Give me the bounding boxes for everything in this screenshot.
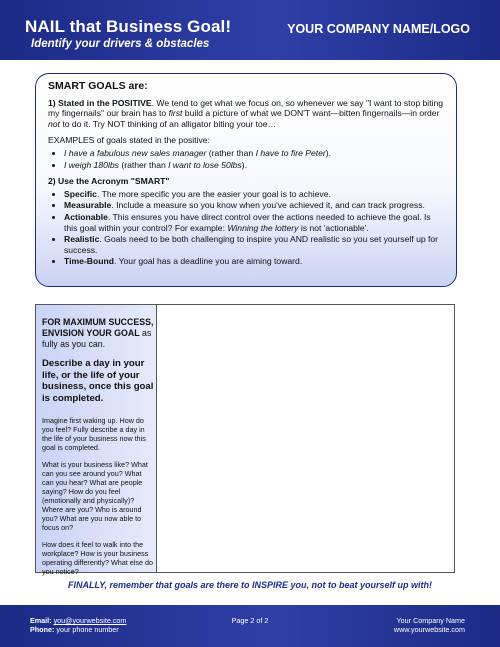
smart-item [64, 200, 446, 211]
smart-term: Measurable [64, 200, 112, 211]
examples-list [48, 148, 446, 170]
smart-term: Time-Bound [64, 256, 114, 267]
website-link[interactable]: www.yourwebsite.com [393, 625, 465, 634]
envision-goal-table [35, 304, 455, 576]
page-footer [0, 605, 500, 647]
company-name: Your Company Name [396, 616, 465, 625]
section-1-text: . We tend to get what we focus on, so whenever we say "I want to stop biting my fingernails" our brain has to [48, 97, 444, 119]
closing-note: FINALLY, remember that goals are there to INSPIRE you, not to beat yourself up with! [67, 580, 433, 590]
smart-term: Realistic [64, 234, 100, 245]
smart-example: Winning the lottery [227, 222, 299, 233]
smart-desc: . Include a measure so you know when you've achieved it, and can track progress. [111, 200, 425, 211]
section-2-title: 2) Use the Acronym "SMART" [48, 176, 170, 187]
envision-prompt-column [36, 305, 157, 576]
stated-positive-paragraph [48, 98, 446, 130]
example-text: I have a fabulous new sales manager [64, 147, 207, 158]
smart-item [64, 234, 446, 255]
envision-heading [42, 317, 154, 350]
example-text: I want to lose 50lbs [168, 159, 242, 170]
example-item [64, 148, 446, 159]
examples-label: EXAMPLES of goals stated in the positive: [48, 135, 210, 146]
smart-term: Specific [64, 188, 97, 199]
page-number: Page 2 of 2 [231, 616, 269, 625]
email-label: Email: [30, 616, 52, 625]
example-item [64, 160, 446, 171]
smart-term: Actionable [64, 211, 108, 222]
example-text: I have to fire Peter [255, 147, 326, 158]
smart-acronym-list [48, 189, 446, 267]
section-1-emphasis-not: not [48, 118, 60, 129]
company-logo-text: YOUR COMPANY NAME/LOGO [287, 22, 470, 36]
envision-answer-area[interactable] [157, 305, 454, 572]
prompt-question: Imagine first waking up. How do you feel? Fully describe a day in the life of your business now this goal is completed. [42, 416, 146, 452]
page-subtitle: Identify your drivers & obstacles [31, 38, 210, 50]
phone-label: Phone: [30, 625, 55, 634]
prompt-question: What is your business like? What can you see around you? What can you hear? What are people saying? How do you feel (emotionally and physically)? Where are you? Who is around you? What are you now able to focus on? [42, 460, 148, 532]
smart-desc: . Goals need to be both challenging to inspire you AND realistic so you set yourself up for success. [64, 234, 439, 255]
smart-item [64, 212, 446, 233]
example-text: I weigh 180lbs [64, 159, 119, 170]
page-title: NAIL that Business Goal! [25, 17, 232, 36]
section-1-emphasis-first: first [168, 108, 183, 119]
example-text: (rather than [118, 159, 169, 170]
envision-heading-rest: as fully as you can. [42, 328, 152, 349]
smart-heading: SMART GOALS are: [48, 80, 148, 92]
company-footer [394, 616, 465, 634]
smart-desc: . This ensures you have direct control over the actions needed to achieve the goal. Is this goal within your control? For example: [64, 211, 431, 233]
section-1-text-b: build a picture of what we DON'T want—bitten fingernails—in order [182, 108, 440, 119]
smart-item [64, 189, 446, 200]
smart-desc: . Your goal has a deadline you are aiming toward. [113, 256, 303, 267]
envision-heading-bold: FOR MAXIMUM SUCCESS, ENVISION YOUR GOAL [42, 317, 154, 338]
smart-desc: . The more specific you are the easier your goal is to achieve. [96, 188, 331, 199]
example-text: (rather than [206, 147, 256, 158]
email-link[interactable]: you@yourwebsite.com [53, 616, 127, 625]
smart-item [64, 256, 446, 267]
smart-goals-box [35, 73, 457, 287]
section-1-text-c: to do it. Try NOT thinking of an alligator biting your toe… [59, 118, 277, 129]
phone-number: your phone number [56, 625, 119, 634]
example-text: ). [325, 147, 332, 158]
prompt-question: How does it feel to walk into the workplace? How is your business operating differently? What else do you notice? [42, 540, 153, 576]
page-header [0, 0, 500, 60]
section-1-title: 1) Stated in the POSITIVE [48, 97, 152, 108]
smart-desc-b: is not 'actionable'. [298, 222, 369, 233]
describe-day-prompt: Describe a day in your life, or the life of your business, once this goal is completed. [42, 358, 154, 404]
example-text: ). [241, 159, 247, 170]
